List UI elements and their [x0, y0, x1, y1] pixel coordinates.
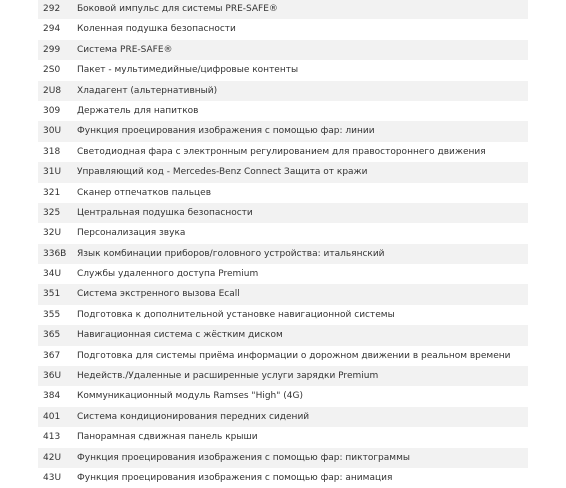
option-description: Навигационная система с жёстким диском	[77, 330, 283, 341]
table-row	[38, 203, 528, 223]
option-code: 294	[43, 24, 61, 35]
options-table	[38, 0, 528, 488]
option-description: Функция проецирования изображения с помощью фар: анимация	[77, 472, 393, 483]
option-code: 2S0	[43, 65, 61, 76]
option-description: Пакет - мультимедийные/цифровые контенты	[77, 65, 299, 76]
option-description: Управляющий код - Mercedes-Benz Connect Защита от кражи	[77, 167, 368, 178]
option-code: 336B	[43, 248, 67, 259]
option-code: 32U	[43, 228, 62, 239]
table-row	[38, 60, 528, 80]
option-description: Персонализация звука	[77, 228, 186, 239]
table-row	[38, 81, 528, 101]
option-code: 31U	[43, 167, 62, 178]
option-code: 351	[43, 289, 61, 300]
options-table-rows	[38, 0, 528, 488]
table-row	[38, 183, 528, 203]
table-row	[38, 101, 528, 121]
option-description: Функция проецирования изображения с помощью фар: линии	[77, 126, 375, 137]
option-code: 413	[43, 432, 61, 443]
option-description: Язык комбинации приборов/головного устройства: итальянский	[77, 248, 385, 259]
option-description: Подготовка для системы приёма информации о дорожном движении в реальном времени	[77, 350, 511, 361]
option-code: 292	[43, 4, 61, 14]
option-description: Коленная подушка безопасности	[77, 24, 236, 35]
table-row	[38, 19, 528, 39]
option-code: 365	[43, 330, 61, 341]
table-row	[38, 366, 528, 386]
option-code: 325	[43, 207, 61, 218]
option-code: 34U	[43, 269, 62, 280]
option-code: 355	[43, 309, 61, 320]
table-row	[38, 223, 528, 243]
option-description: Система PRE-SAFE®	[77, 44, 173, 55]
table-row	[38, 468, 528, 488]
option-description: Коммуникационный модуль Ramses "High" (4G)	[77, 391, 303, 402]
table-row	[38, 0, 528, 19]
table-row	[38, 121, 528, 141]
option-code: 321	[43, 187, 61, 198]
option-code: 299	[43, 44, 61, 55]
table-row	[38, 264, 528, 284]
option-description: Функция проецирования изображения с помощью фар: пиктограммы	[77, 452, 410, 463]
option-code: 2U8	[43, 85, 62, 96]
option-code: 36U	[43, 371, 62, 382]
option-code: 367	[43, 350, 61, 361]
option-description: Подготовка к дополнительной установке навигационной системы	[77, 309, 395, 320]
table-row	[38, 305, 528, 325]
option-description: Боковой импульс для системы PRE-SAFE®	[77, 4, 278, 14]
option-description: Система экстренного вызова Ecall	[77, 289, 240, 300]
table-row	[38, 448, 528, 468]
option-code: 42U	[43, 452, 62, 463]
table-row	[38, 346, 528, 366]
option-code: 318	[43, 146, 61, 157]
option-description: Держатель для напитков	[77, 105, 199, 116]
table-row	[38, 40, 528, 60]
option-code: 401	[43, 411, 61, 422]
option-description: Хладагент (альтернативный)	[77, 85, 218, 96]
option-description: Панорамная сдвижная панель крыши	[77, 432, 258, 443]
option-description: Недейств./Удаленные и расширенные услуги зарядки Premium	[77, 371, 379, 382]
option-code: 309	[43, 105, 61, 116]
table-row	[38, 386, 528, 406]
table-row	[38, 407, 528, 427]
option-code: 384	[43, 391, 61, 402]
table-row	[38, 162, 528, 182]
option-description: Службы удаленного доступа Premium	[77, 269, 259, 280]
option-description: Центральная подушка безопасности	[77, 207, 253, 218]
table-row	[38, 142, 528, 162]
option-code: 43U	[43, 472, 62, 483]
option-description: Система кондиционирования передних сидений	[77, 411, 310, 422]
table-row	[38, 284, 528, 304]
option-description: Сканер отпечатков пальцев	[77, 187, 212, 198]
table-row	[38, 325, 528, 345]
table-row	[38, 244, 528, 264]
table-row	[38, 427, 528, 447]
option-code: 30U	[43, 126, 62, 137]
option-description: Светодиодная фара с электронным регулированием для правостороннего движения	[77, 146, 486, 157]
